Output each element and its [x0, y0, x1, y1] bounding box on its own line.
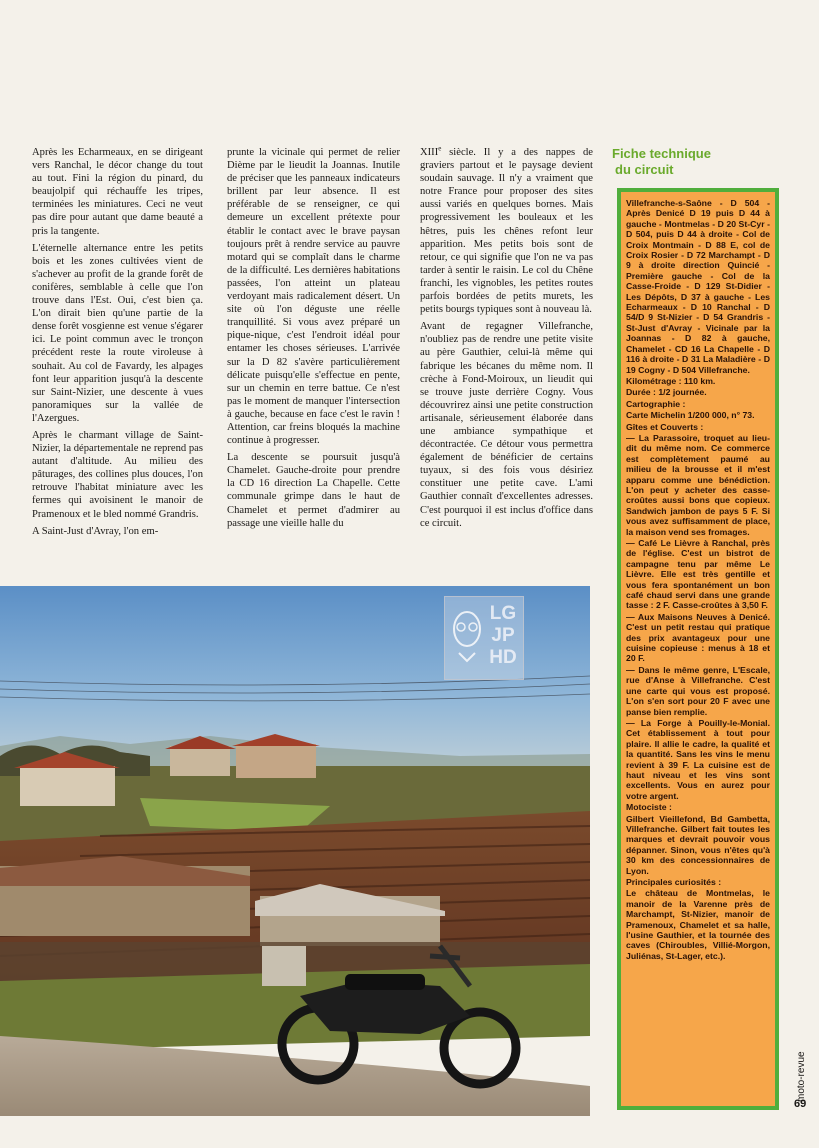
house: [236, 744, 316, 778]
fiche-duree: Durée : 1/2 journée.: [626, 387, 707, 398]
fiche-gites-label: Gîtes et Couverts :: [626, 421, 704, 432]
fiche-gite: — Dans le même genre, L'Escale, rue d'Anse à Villefranche. C'est une carte qui vous est proposé. L'on s'en sort pour 20 F avec une panse bien remplie.: [626, 664, 770, 717]
house: [170, 746, 230, 776]
century-numeral: XIII: [420, 147, 439, 158]
house: [20, 766, 115, 806]
magazine-name: moto-revue: [796, 1051, 807, 1102]
paragraph: Après le charmant village de Saint-Nizier, la départementale ne reprend pas autant d'altitude. Au milieu des pâturages, des collines plus douces, l'on retrouve l'habitat miniature avec les fermes qui avoisinent le manoir de Pramenoux et le bled nommé Grandris.: [32, 429, 203, 520]
fiche-route: Villefranche-s-Saône - D 504 - Après Denicé D 19 puis D 44 à gauche - Montmelas - D 20 St-Cyr - D 504, puis D 44 à droite - Col de Croix Montmain - D 88 E, col de Croix Rosier - D 72 Marchampt - D 9 à droite direction Quincié - Première gauche - Col de la Casse-Froide - D 129 St-Didier - Les Dépôts, D 37 à gauche - Les Echarmeaux - D 10 Ranchal - D 54/D 9 St-Nizier - D 54 Grandris - St-Just d'Avray - Vicinale par la Joannas - D 82 à gauche, Chamelet - CD 16 La Chapelle - D 116 à droite - D 31 La Maladière - D 19 Cogny - D 504 Villefranche.: [626, 198, 770, 375]
century-superscript: e: [438, 144, 442, 153]
fiche-gite: — Aux Maisons Neuves à Denicé. C'est un petit restau qui pratique des prix avantageux pour une cuisine copieuse : menus à 18 et 20 F.: [626, 611, 770, 664]
paragraph: A Saint-Just d'Avray, l'on em-: [32, 525, 159, 537]
paragraph: La descente se poursuit jusqu'à Chamelet. Gauche-droite pour prendre la CD 16 direction La Chapelle. Cette communale grimpe dans le haut de Chamelet et permet d'admirer au passage une vieille halle du: [227, 452, 400, 529]
fiche-carto-label: Cartographie :: [626, 398, 686, 409]
paragraph: [420, 146, 593, 316]
fiche-motociste-label: Motociste :: [626, 802, 672, 813]
article-column-1: [32, 146, 203, 542]
article-column-2: [227, 146, 400, 534]
fiche-title: [612, 146, 772, 178]
fiche-title-line2: du circuit: [615, 162, 674, 177]
fiche-title-line1: Fiche technique: [612, 146, 711, 161]
watermark-line: JP: [491, 625, 515, 646]
watermark-line: HD: [489, 647, 517, 668]
fiche-curiosites: Le château de Montmelas, le manoir de la Varenne près de Marchampt, St-Nizier, manoir de Pramenoux, Chamelet et sa halle, l'usine Gauthier, et la tournée des caves (Chiroubles, Villié-Morgon, Juliénas, St-Lager, etc.).: [626, 888, 770, 961]
paragraph: prunte la vicinale qui permet de relier Dième par le lieudit la Joannas. Inutile de préciser que les panneaux indicateurs brillent par leur absence. Il est préférable de se renseigner, ce qui demeure un excellent prétexte pour établir le contact avec le brave paysan toujours prêt à rendre service au pauvre motard qui se complaît dans le charme de la difficulté. Les dernières habitations passées, l'on atteint un plateau verdoyant mais radicalement désert. Un site où l'on déguste une réelle tranquillité. Si vous avez préparé un pique-nique, c'est l'endroit idéal pour entamer les choses sérieuses. L'arrivée sur la D 82 s'avère particulièrement délicate puisqu'elle s'effectue en pente, sur un chemin en terre battue. Ce n'est pas le moment de manquer l'intersection à gauche, because en face c'est le ravin ! Attention, car freins bloqués la machine continue à progresser.: [227, 147, 400, 447]
watermark-logo: [444, 596, 524, 680]
fiche-gite: — Café Le Lièvre à Ranchal, près de l'église. C'est un bistrot de campagne tenu par même Le Lièvre. Elle est très gentille et vous fera spontanément un bon café chaud servi dans une grande tasse : 2 F. Casse-croûtes à 3,50 F.: [626, 538, 770, 611]
fiche-km: Kilométrage : 110 km.: [626, 375, 716, 386]
paragraph-text: siècle. Il y a des nappes de graviers partout et le paysage devient soudain sauvage. Il n'y a vraiment que notre France pour proposer des sites aussi variés en quelques bornes. Mais progressivement les bouleaux et les hêtres, puis les chênes refont leur apparition. Mes petits bois sont de retour, ce qui signifie que l'on ne va pas tarder à sentir le raisin. Le col du Chêne franchi, les vignobles, les petites routes parfois bordées de petits murets, les petits bourgs typiques sont à nouveau là.: [420, 147, 593, 316]
face-sketch-icon: [449, 605, 485, 663]
paragraph: L'éternelle alternance entre les petits bois et les zones cultivées vient de s'achever au profit de la grande forêt de conifères, semblable à celle que l'on trouve dans l'Est. Oui, c'est bien ça. L'on dirait bien qu'une partie de la dense forêt vosgienne est venue s'égarer ici. Le point commun avec le tronçon précédent reste la route viroleuse à souhait. Au col de Favardy, les alpages font leur apparition jusqu'à la descente sur Saint-Nizier, une descente à vues panoramiques sur la vallée de l'Azergues.: [32, 242, 203, 424]
page-number: 69: [794, 1098, 807, 1110]
fiche-curiosites-label: Principales curiosités :: [626, 877, 722, 887]
paragraph: Après les Echarmeaux, en se dirigeant vers Ranchal, le décor change du tout au tout. Fini la région du pinard, du beaujolpif qui réchauffe les tripes, terminées les miniatures. Ceci ne veut pas dire pour autant que dame beauté a pris la tangente.: [32, 147, 203, 237]
paragraph: Avant de regagner Villefranche, n'oubliez pas de rendre une petite visite au père Gauthier, celui-là même qui fabrique les bécanes du même nom. Il crèche à Fond-Moiroux, un lieudit qui se trouve juste derrière Cogny. Vous découvrirez ainsi une petite construction artisanale, sérieusement élaborée dans une ambiance sympathique et décontractée. Ce détour vous permettra également de bénéficier de certains tuyaux, si des fois vous désiriez constituer une petite cave. L'ami Gauthier connaît d'excellentes adresses. C'est pourquoi il est inclus d'office dans ce circuit.: [420, 321, 593, 529]
fiche-gite: — La Forge à Pouilly-le-Monial. Cet établissement à tout pour plaire. Il allie le cadre, la qualité et la quantité. Sans les vins le menu revient à 39 F. La cuisine est de haut niveau et les vins sont excellents. Vous en aurez pour votre argent.: [626, 717, 770, 801]
fiche-box: [617, 188, 779, 1110]
watermark-text: [485, 603, 521, 669]
fiche-carto: Carte Michelin 1/200 000, n° 73.: [626, 410, 755, 421]
watermark-line: LG: [489, 603, 517, 624]
article-column-3: [420, 146, 593, 534]
fiche-gite: — La Parassoire, troquet au lieu-dit du même nom. Ce commerce est complètement paumé au milieu de la brousse et il m'est apparu comme une bénédiction. L'on peut y acheter des casse-croûtes aussi bons que copieux. Sandwich jambon de pays 5 F. Si vous avez suffisamment de place, la maison vend ses fromages.: [626, 432, 770, 537]
fiche-motociste: Gilbert Vieillefond, Bd Gambetta, Villefranche. Gilbert fait toutes les marques et devrait pouvoir vous dépanner. Sinon, vous n'êtes qu'à 30 km des concessionnaires de Lyon.: [626, 813, 770, 876]
